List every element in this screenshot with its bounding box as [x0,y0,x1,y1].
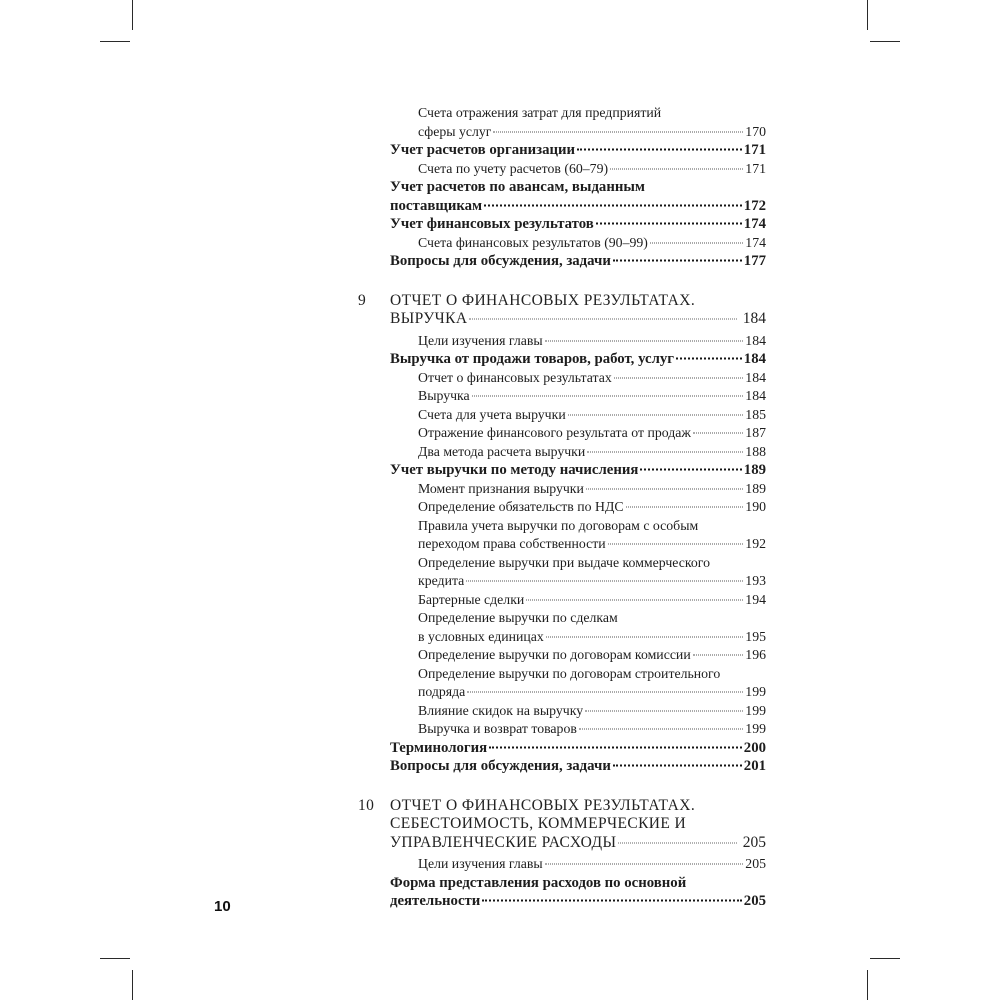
entry-line [418,702,766,721]
entry-body [418,720,766,739]
entry-page-number: 205 [742,833,766,851]
entry-title-text: Счета финансовых результатов (90–99) [418,234,648,250]
entry-title-text: кредита [418,573,465,588]
entry-line [418,628,766,647]
entry-body [418,387,766,406]
entry-line [418,683,766,702]
toc-entry [358,517,766,554]
dot-leader [579,729,743,730]
toc-entry [358,855,766,874]
dot-leader [608,544,744,545]
entry-body [418,855,766,874]
toc-entry [358,609,766,646]
entry-body [418,646,766,665]
toc-entry [358,665,766,702]
dot-leader [545,340,744,341]
toc-chapter-entry [358,292,766,329]
entry-page-number: 171 [743,142,766,158]
entry-page-number: 184 [742,310,766,327]
entry-line: ОТЧЕТ О ФИНАНСОВЫХ РЕЗУЛЬТАТАХ. [390,796,696,814]
entry-title-text: Бартерные сделки [418,591,525,607]
entry-body [418,554,766,591]
entry-body [390,461,766,480]
dot-leader [618,842,736,843]
entry-line: Определение выручки при выдаче коммерческого [418,554,710,570]
entry-line: Правила учета выручки по договорам с особым [418,517,699,533]
dot-leader [610,168,743,169]
entry-page-number: 200 [743,739,766,756]
dot-leader [577,149,742,151]
toc-entry [358,554,766,591]
dot-leader [545,864,744,865]
entry-body [390,739,766,758]
entry-title-text: деятельности [390,893,481,909]
dot-leader [469,319,736,320]
toc-entry [358,104,766,141]
dot-leader [613,765,742,767]
entry-title-text: Счета для учета выручки [418,406,566,422]
entry-title-text: Учет расчетов организации [390,142,576,158]
entry-line [418,332,766,351]
entry-body [418,234,766,253]
entry-page-number: 199 [745,684,766,699]
entry-line [390,350,766,369]
entry-page-number: 199 [745,721,766,736]
dot-leader [568,414,744,415]
entry-title-text: ВЫРУЧКА [390,310,468,327]
toc-entry [358,874,766,911]
entry-title-text: Отчет о финансовых результатах [418,369,612,385]
entry-line [390,197,766,216]
toc-entry [358,215,766,234]
entry-body [418,406,766,425]
entry-line [418,160,766,179]
entry-page-number: 205 [745,856,766,871]
toc-entry [358,646,766,665]
entry-page-number: 195 [745,628,766,644]
entry-page-number: 193 [745,573,766,588]
entry-title-text: Влияние скидок на выручку [418,702,584,718]
toc-entry [358,141,766,160]
entry-body [390,350,766,369]
entry-page-number: 190 [745,499,766,514]
dot-leader [676,358,742,360]
entry-line [390,461,766,480]
entry-line: Определение выручки по сделкам [418,610,618,625]
entry-title-text: Определение обязательств по НДС [418,499,624,514]
entry-line [418,480,766,499]
dot-leader [472,396,744,397]
toc-entry [358,702,766,721]
entry-line [390,757,766,776]
entry-body [418,480,766,499]
entry-page-number: 184 [745,332,766,348]
entry-body [418,517,766,554]
entry-page-number: 194 [745,591,766,607]
entry-title-text: Терминология [390,739,488,756]
entry-line [418,646,766,665]
entry-page-number: 188 [745,443,766,459]
toc-entry [358,332,766,351]
toc-entry [358,369,766,388]
dot-leader [546,636,743,637]
entry-title-text: Вопросы для обсуждения, задачи [390,253,611,269]
dot-leader [482,900,741,902]
entry-page-number: 199 [745,702,766,718]
toc-entry [358,350,766,369]
entry-body [418,424,766,443]
toc-entry [358,757,766,776]
entry-page-number: 185 [745,406,766,422]
dot-leader [585,710,743,711]
toc-entry [358,461,766,480]
chapter-number: 10 [358,796,375,814]
entry-page-number: 174 [745,234,766,250]
entry-body [418,591,766,610]
entry-title-text: переходом права собственности [418,536,606,551]
entry-title-text: Учет финансовых результатов [390,216,594,232]
entry-title-text: Выручка и возврат товаров [418,721,577,736]
entry-page-number: 196 [745,647,766,662]
entry-line [390,215,766,234]
dot-leader [626,507,744,508]
entry-line: Учет расчетов по авансам, выданным [390,179,646,195]
dot-leader [489,746,742,748]
entry-line [418,535,766,554]
entry-line: ОТЧЕТ О ФИНАНСОВЫХ РЕЗУЛЬТАТАХ. [390,291,696,309]
entry-line [390,892,766,911]
entry-line: Форма представления расходов по основной [390,874,687,891]
toc-entry [358,406,766,425]
entry-page-number: 171 [745,160,766,176]
entry-page-number: 177 [743,253,766,269]
entry-page-number: 201 [743,758,766,774]
crop-mark-top-right-h [870,41,900,42]
entry-body [418,609,766,646]
toc [358,104,766,911]
entry-line [418,855,766,874]
toc-entry [358,720,766,739]
entry-title-text: Два метода расчета выручки [418,443,586,459]
toc-chapter-entry [358,797,766,853]
crop-mark-bottom-left-h [100,958,130,959]
entry-line [418,591,766,610]
chapter-number: 9 [358,291,367,309]
entry-page-number: 174 [743,216,766,232]
entry-page-number: 172 [743,197,766,214]
toc-entry [358,443,766,462]
crop-mark-bottom-right-v [867,970,868,1000]
dot-leader [467,692,743,693]
toc-entry [358,178,766,215]
entry-title-text: поставщикам [390,197,483,214]
entry-page-number: 189 [743,462,766,478]
entry-line [390,834,766,853]
entry-body [418,665,766,702]
entry-line: Счета отражения затрат для предприятий [418,105,662,120]
entry-page-number: 184 [743,351,766,367]
entry-line [418,387,766,406]
entry-body [390,757,766,776]
entry-page-number: 184 [745,388,766,403]
entry-body [390,141,766,160]
entry-title-text: Цели изучения главы [418,856,543,871]
entry-page-number: 170 [745,123,766,139]
entry-body [390,215,766,234]
entry-title-text: сферы услуг [418,123,492,139]
entry-page-number: 192 [745,536,766,551]
entry-body [390,252,766,271]
entry-line [418,369,766,388]
entry-line: СЕБЕСТОИМОСТЬ, КОММЕРЧЕСКИЕ И [390,815,687,832]
entry-page-number: 189 [745,480,766,496]
crop-mark-top-left-h [100,41,130,42]
toc-entry [358,160,766,179]
entry-line [418,123,766,142]
entry-line [418,424,766,443]
dot-leader [693,433,743,434]
entry-title-text: Счета по учету расчетов (60–79) [418,160,609,176]
toc-entry [358,498,766,517]
entry-line: Определение выручки по договорам строительного [418,665,721,681]
toc-entry [358,387,766,406]
toc-entry [358,480,766,499]
crop-mark-top-left-v [132,0,133,30]
dot-leader [693,655,744,656]
dot-leader [640,469,741,471]
entry-line [390,252,766,271]
dot-leader [614,377,744,378]
entry-title-text: в условных единицах [418,628,544,644]
entry-title-text: Цели изучения главы [418,332,543,348]
entry-title-text: УПРАВЛЕНЧЕСКИЕ РАСХОДЫ [390,833,617,851]
entry-title-text: Момент признания выручки [418,480,584,496]
entry-body [418,498,766,517]
entry-line [418,498,766,517]
dot-leader [484,204,742,206]
toc-entry [358,252,766,271]
entry-line [418,720,766,739]
toc-entry [358,424,766,443]
entry-title-text: Выручка от продажи товаров, работ, услуг [390,351,674,367]
toc-entry [358,591,766,610]
entry-body [390,178,766,215]
entry-body [418,332,766,351]
entry-body [418,702,766,721]
dot-leader [613,260,742,262]
entry-body [418,443,766,462]
entry-page-number: 205 [743,893,766,909]
dot-leader [493,131,743,132]
entry-body [390,797,766,853]
entry-line [418,572,766,591]
entry-body [390,874,766,911]
entry-body [418,104,766,141]
entry-title-text: Определение выручки по договорам комиссии [418,647,691,662]
toc-entry [358,739,766,758]
dot-leader [596,223,742,225]
entry-title-text: Учет выручки по методу начисления [390,462,639,478]
entry-line [418,234,766,253]
dot-leader [587,451,743,452]
entry-title-text: Выручка [418,388,470,403]
entry-body [418,160,766,179]
dot-leader [526,599,743,600]
entry-line [390,141,766,160]
entry-body [418,369,766,388]
entry-line [390,310,766,329]
entry-page-number: 187 [745,425,766,440]
crop-mark-top-right-v [867,0,868,30]
entry-title-text: подряда [418,684,466,699]
crop-mark-bottom-left-v [132,970,133,1000]
entry-title-text: Вопросы для обсуждения, задачи [390,758,611,774]
entry-title-text: Отражение финансового результата от продаж [418,425,691,440]
dot-leader [650,242,743,243]
entry-line [418,443,766,462]
toc-entry [358,234,766,253]
entry-line [390,739,766,758]
dot-leader [466,581,743,582]
folio-page-number: 10 [214,898,231,915]
entry-body [390,292,766,329]
dot-leader [586,488,743,489]
crop-mark-bottom-right-h [870,958,900,959]
entry-line [418,406,766,425]
entry-page-number: 184 [745,369,766,385]
